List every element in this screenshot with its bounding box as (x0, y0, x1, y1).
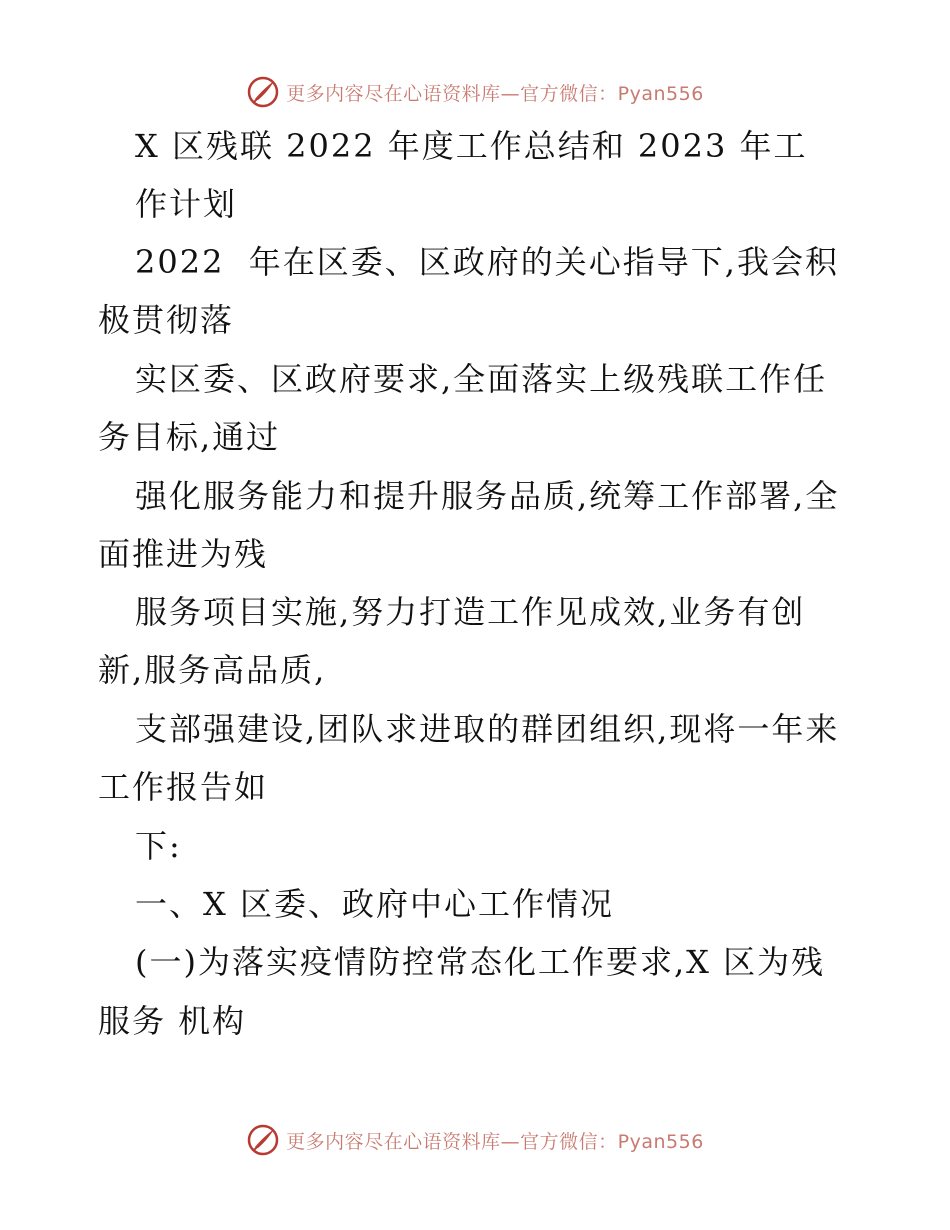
subsection-line: (一)为落实疫情防控常态化工作要求,X 区为残 (135, 943, 826, 981)
watermark-label: 更多内容尽在心语资料库—官方微信： (286, 82, 618, 105)
doc-paragraph-line: 2022 年在区委、区政府的关心指导下,我会积 (135, 243, 839, 281)
doc-paragraph-line: 面推进为残 (98, 535, 269, 573)
doc-paragraph-line: 工作报告如 (98, 768, 269, 806)
doc-title-line-1: X 区残联 2022 年度工作总结和 2023 年工 (135, 127, 808, 165)
doc-paragraph-line: 新,服务高品质, (98, 651, 327, 689)
watermark-footer (0, 1118, 950, 1162)
subsection-line: 服务 机构 (98, 1002, 247, 1040)
watermark-text (286, 1127, 704, 1154)
quill-logo-icon (246, 1123, 280, 1157)
watermark-label: 更多内容尽在心语资料库—官方微信： (286, 1130, 618, 1153)
doc-title-line-2: 作计划 (135, 185, 238, 223)
doc-paragraph-line: 下: (135, 827, 182, 865)
watermark-wechat-id: Pyan556 (617, 82, 704, 105)
doc-paragraph-line: 实区委、区政府要求,全面落实上级残联工作任 (135, 360, 828, 398)
watermark-wechat-id: Pyan556 (617, 1130, 704, 1153)
doc-paragraph-line: 服务项目实施,努力打造工作见成效,业务有创 (135, 593, 806, 631)
doc-paragraph-line: 强化服务能力和提升服务品质,统筹工作部署,全 (135, 477, 840, 515)
doc-paragraph-line: 极贯彻落 (98, 301, 235, 339)
doc-paragraph-line: 支部强建设,团队求进取的群团组织,现将一年来 (135, 710, 840, 748)
doc-paragraph-line: 务目标,通过 (98, 418, 281, 456)
section-heading: 一、X 区委、政府中心工作情况 (135, 885, 614, 923)
